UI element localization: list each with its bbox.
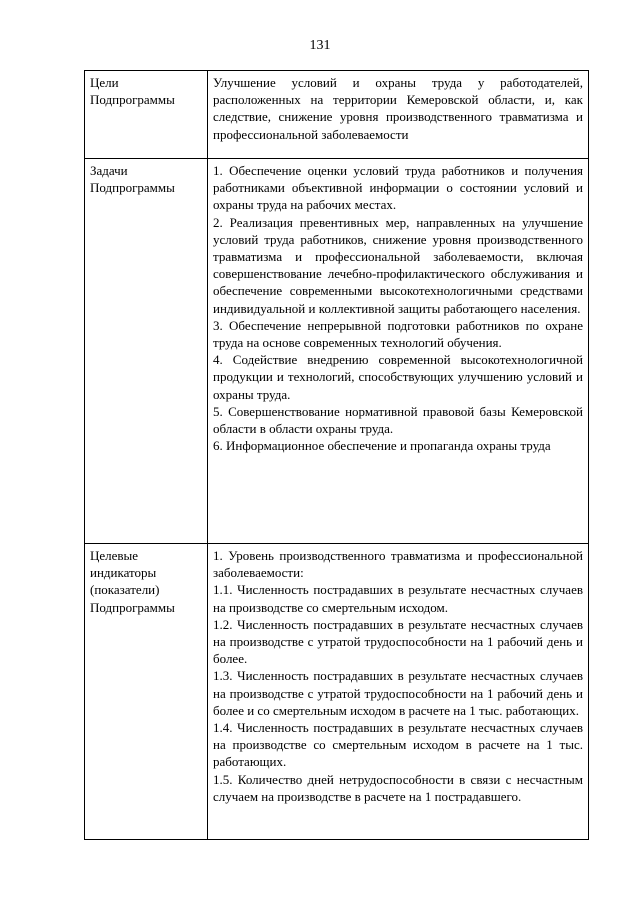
indicator-item: 1.3. Численность пострадавших в результате несчастных случаев на производстве с утратой трудоспособности на 1 рабочий день и более и со смертельным исходом в расчете на 1 тыс. работающих. xyxy=(213,668,583,718)
task-item: 5. Совершенствование нормативной правовой базы Кемеровской области в области охраны труда. xyxy=(213,403,583,437)
task-item: 6. Информационное обеспечение и пропаганда охраны труда xyxy=(213,438,551,454)
page-number: 131 xyxy=(309,38,331,53)
task-item: 1. Обеспечение оценки условий труда работников и получения работниками объективной информации о состоянии условий и охраны труда на рабочих местах. xyxy=(213,163,583,213)
goals-paragraph: Улучшение условий и охраны труда у работодателей, расположенных на территории Кемеровской области, и, как следствие, снижение уровня производственного травматизма и профессиональной заболеваемости xyxy=(213,75,583,142)
row-content-goals xyxy=(208,71,589,159)
indicator-item: 1.5. Количество дней нетрудоспособности в связи с несчастным случаем на производстве в расчете на 1 пострадавшего. xyxy=(213,771,583,804)
table-row-indicators xyxy=(85,544,589,840)
task-item: 2. Реализация превентивных мер, направленных на улучшение условий труда работников, снижение уровня производственного травматизма и профессиональной заболеваемости, включая совершенствование лечебно-профилактического обслуживания и обеспечение современными высокотехнологичными средствами индивидуальной и коллективной защиты работающего населения. xyxy=(213,214,583,316)
task-item: 3. Обеспечение непрерывной подготовки работников по охране труда на основе современных технологий обучения. xyxy=(213,317,583,351)
table-row-tasks xyxy=(85,159,589,544)
indicator-item: 1.4. Численность пострадавших в результате несчастных случаев на производстве со смертельным исходом в расчете на 1 тыс. работающих. xyxy=(213,720,583,770)
row-content-indicators xyxy=(208,544,589,840)
row-label-indicators: Целевые индикаторы (показатели) Подпрограммы xyxy=(85,544,208,840)
indicator-item: 1.2. Численность пострадавших в результате несчастных случаев на производстве с утратой трудоспособности на 1 рабочий день и более. xyxy=(213,616,583,667)
table-row-goals xyxy=(85,71,589,159)
task-item: 4. Содействие внедрению современной высокотехнологичной продукции и технологий, способствующих улучшению условий и охраны труда. xyxy=(213,352,583,402)
row-content-tasks xyxy=(208,159,589,544)
row-label-tasks: Задачи Подпрограммы xyxy=(85,159,208,544)
row-label-goals: Цели Подпрограммы xyxy=(85,71,208,159)
program-table xyxy=(84,70,589,840)
indicator-item: 1. Уровень производственного травматизма и профессиональной заболеваемости: xyxy=(213,548,583,581)
indicator-item: 1.1. Численность пострадавших в результате несчастных случаев на производстве со смертельным исходом. xyxy=(213,582,583,615)
